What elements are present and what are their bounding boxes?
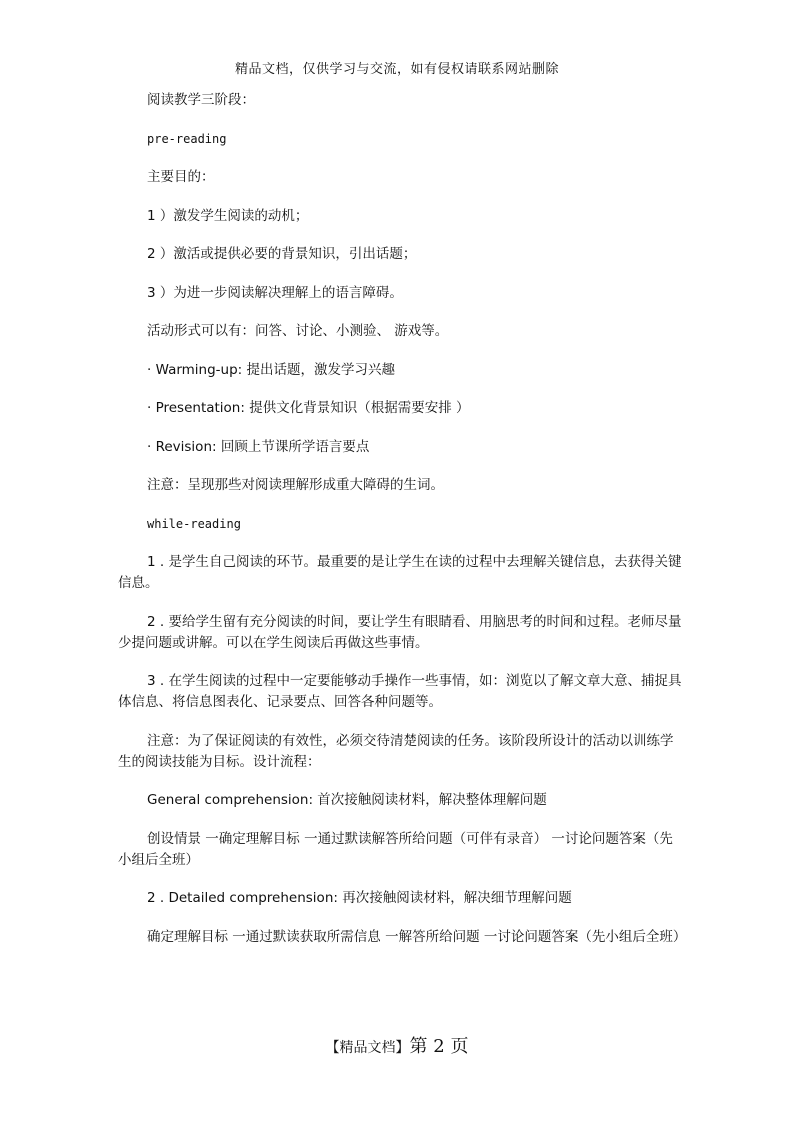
general-comprehension-flow: 创设情景 一确定理解目标 一通过默读解答所给问题（可伴有录音） 一讨论问题答案（先小组后全班） xyxy=(118,830,673,868)
bullet-revision: · Revision: 回顾上节课所学语言要点 xyxy=(147,438,370,455)
bullet-presentation: · Presentation: 提供文化背景知识（根据需要安排 ） xyxy=(147,400,470,416)
while-point-1: 1 . 是学生自己阅读的环节。最重要的是让学生在读的过程中去理解关键信息，去获得关键信息。 xyxy=(118,554,682,591)
goal-item-3: 3 ）为进一步阅读解决理解上的语言障碍。 xyxy=(147,284,403,301)
while-point-3: 3 . 在学生阅读的过程中一定要能够动手操作一些事情，如：浏览以了解文章大意、捕捉具体信息、将信息图表化、记录要点、回答各种问题等。 xyxy=(118,673,682,710)
subheading-main-goals: 主要目的： xyxy=(147,169,215,185)
detailed-comprehension-flow: 确定理解目标 一通过默读获取所需信息 一解答所给问题 一讨论问题答案（先小组后全班） xyxy=(147,928,687,945)
bullet-warming-up: · Warming-up: 提出话题，激发学习兴趣 xyxy=(147,361,396,378)
section-intro: 阅读教学三阶段： xyxy=(147,92,255,108)
while-point-2: 2 . 要给学生留有充分阅读的时间，要让学生有眼睛看、用脑思考的时间和过程。老师尽量少提问题或讲解。可以在学生阅读后再做这些事情。 xyxy=(118,613,682,651)
note-effectiveness: 注意：为了保证阅读的有效性，必须交待清楚阅读的任务。该阶段所设计的活动以训练学生的阅读技能为目标。设计流程： xyxy=(118,732,674,770)
page-number: 第 2 页 xyxy=(409,1036,469,1057)
document-body xyxy=(118,90,687,965)
page-footer xyxy=(0,1032,794,1058)
section-heading-pre-reading: pre-reading xyxy=(147,131,227,146)
activity-forms: 活动形式可以有：问答、讨论、小测验、 游戏等。 xyxy=(147,323,449,339)
page-header: 精品文档，仅供学习与交流，如有侵权请联系网站删除 xyxy=(234,62,559,77)
note-vocabulary: 注意：呈现那些对阅读理解形成重大障碍的生词。 xyxy=(147,477,444,493)
section-heading-while-reading: while-reading xyxy=(147,516,241,531)
detailed-comprehension: 2 . Detailed comprehension: 再次接触阅读材料，解决细节理解问题 xyxy=(147,890,572,906)
general-comprehension: General comprehension: 首次接触阅读材料，解决整体理解问题 xyxy=(147,792,547,808)
goal-item-1: 1 ）激发学生阅读的动机； xyxy=(147,207,309,224)
goal-item-2: 2 ）激活或提供必要的背景知识，引出话题； xyxy=(147,246,417,262)
footer-label: 【精品文档】 xyxy=(325,1040,410,1056)
